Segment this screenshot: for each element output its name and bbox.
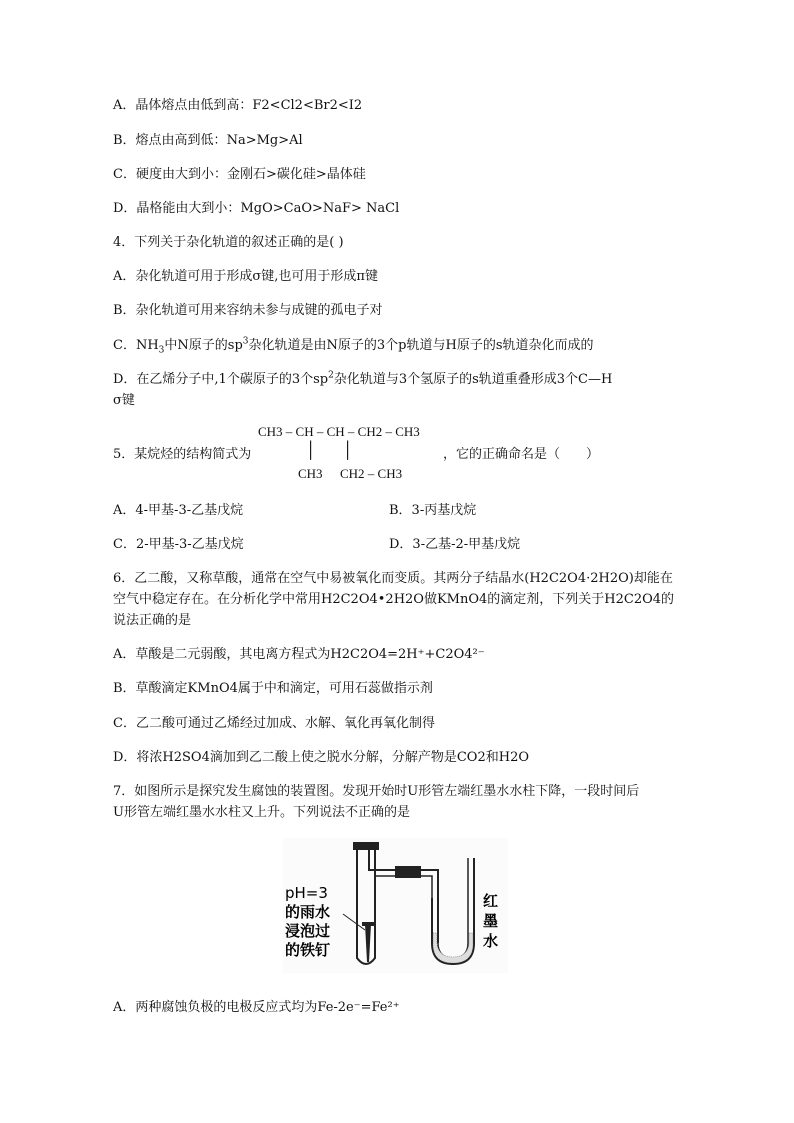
option-prefix: A．晶体熔点由低到高：: [113, 98, 253, 113]
option-prefix: D．晶格能由大到小：: [113, 201, 241, 216]
q5-option-d: D．3-乙基-2-甲基戊烷: [389, 537, 521, 552]
q6-stem-line2: 空气中稳定存在。在分析化学中常用H2C2O4•2H2O做KMnO4的滴定剂，下列关于H2C2O4的: [113, 592, 675, 607]
text: 中N原子的sp: [164, 338, 243, 353]
q6-option-b: B．草酸滴定KMnO4属于中和滴定，可用石蕊做指示剂: [113, 681, 433, 696]
q3-option-a: [113, 97, 362, 115]
structure-main-chain: CH3 – CH – CH – CH2 – CH3: [258, 424, 420, 439]
q5-stem-tail: ，它的正确命名是（ ）: [443, 447, 600, 462]
bond-vertical-1: │: [305, 442, 317, 459]
structural-formula: [258, 424, 458, 486]
option-prefix: B．熔点由高到低：: [113, 133, 227, 148]
q7-option-a: A．两种腐蚀负极的电极反应式均为Fe-2e⁻=Fe²⁺: [113, 1000, 400, 1015]
q3-option-b: [113, 132, 303, 150]
q4-option-d-line2: σ键: [113, 393, 135, 408]
text: 杂化轨道与3个氢原子的s轨道重叠形成3个C—H: [333, 372, 613, 387]
corrosion-apparatus-figure: [283, 838, 508, 973]
text: C．NH: [113, 338, 159, 353]
label-nail: 的铁钉: [285, 941, 331, 959]
q4-option-b: B．杂化轨道可用来容纳未参与成键的孤电子对: [113, 303, 383, 318]
q4-option-c: C．$NH_3$中N原子的$sp^3$杂化轨道是由N原子的3个p轨道与H原子的s轨道杂化而成的: [113, 336, 594, 356]
q5-stem: 5．某烷烃的结构简式为: [113, 447, 252, 462]
q4-option-a: A．杂化轨道可用于形成σ键,也可用于形成π键: [113, 269, 378, 284]
q7-stem-line2: U形管左端红墨水水柱又上升。下列说法不正确的是: [113, 805, 410, 820]
label-soaked: 浸泡过: [285, 922, 331, 940]
option-formula: F2<Cl2<Br2<I2: [252, 98, 363, 113]
nail-head: [362, 922, 374, 926]
q6-option-d: D．将浓H2SO4滴加到乙二酸上使之脱水分解，分解产物是CO2和H2O: [113, 750, 530, 765]
q3-option-d: [113, 200, 399, 218]
structure-branch-2: CH2 – CH3: [340, 466, 403, 481]
q6-option-a: A．草酸是二元弱酸，其电离方程式为H2C2O4=2H⁺+C2O4²⁻: [113, 647, 485, 662]
q3-option-c: [113, 166, 366, 184]
label-ph: pH=3: [285, 884, 328, 902]
q5-option-a: A．4-甲基-3-乙基戊烷: [113, 503, 244, 518]
q6-option-c: C．乙二酸可通过乙烯经过加成、水解、氧化再氧化制得: [113, 716, 435, 731]
label-ink: 墨: [483, 912, 499, 930]
option-formula: MgO>CaO>NaF> NaCl: [240, 201, 400, 216]
q4-stem: 4．下列关于杂化轨道的叙述正确的是( ): [113, 235, 344, 250]
rubber-stopper: [353, 842, 379, 850]
structure-branch-1: CH3: [298, 466, 323, 481]
label-rain: 的雨水: [285, 903, 331, 921]
q5-option-c: C．2-甲基-3-乙基戊烷: [113, 537, 244, 552]
q6-stem-line3: 说法正确的是: [113, 613, 192, 628]
q7-stem-line1: 7．如图所示是探究发生腐蚀的装置图。发现开始时U形管左端红墨水水柱下降，一段时间后: [113, 784, 640, 799]
q6-stem-line1: 6．乙二酸，又称草酸，通常在空气中易被氧化而变质。其两分子结晶水(H2C2O4·2H2O)却能在: [113, 571, 673, 586]
label-water: 水: [483, 932, 499, 950]
option-formula: 金刚石>碳化硅>晶体硅: [226, 167, 366, 182]
q4-option-d-line1: D．在乙烯分子中,1个碳原子的3个$sp^2$杂化轨道与3个氢原子的s轨道重叠形成3个C—H: [113, 370, 613, 387]
bond-vertical-2: │: [342, 442, 354, 459]
text: D．在乙烯分子中,1个碳原子的3个sp: [113, 372, 329, 387]
tube-joint: [395, 866, 421, 878]
text: 杂化轨道是由N原子的3个p轨道与H原子的s轨道杂化而成的: [248, 338, 594, 353]
option-formula: Na>Mg>Al: [226, 133, 303, 148]
label-red: 红: [483, 892, 499, 910]
q5-option-b: B．3-丙基戊烷: [389, 503, 477, 518]
option-prefix: C．硬度由大到小：: [113, 167, 227, 182]
